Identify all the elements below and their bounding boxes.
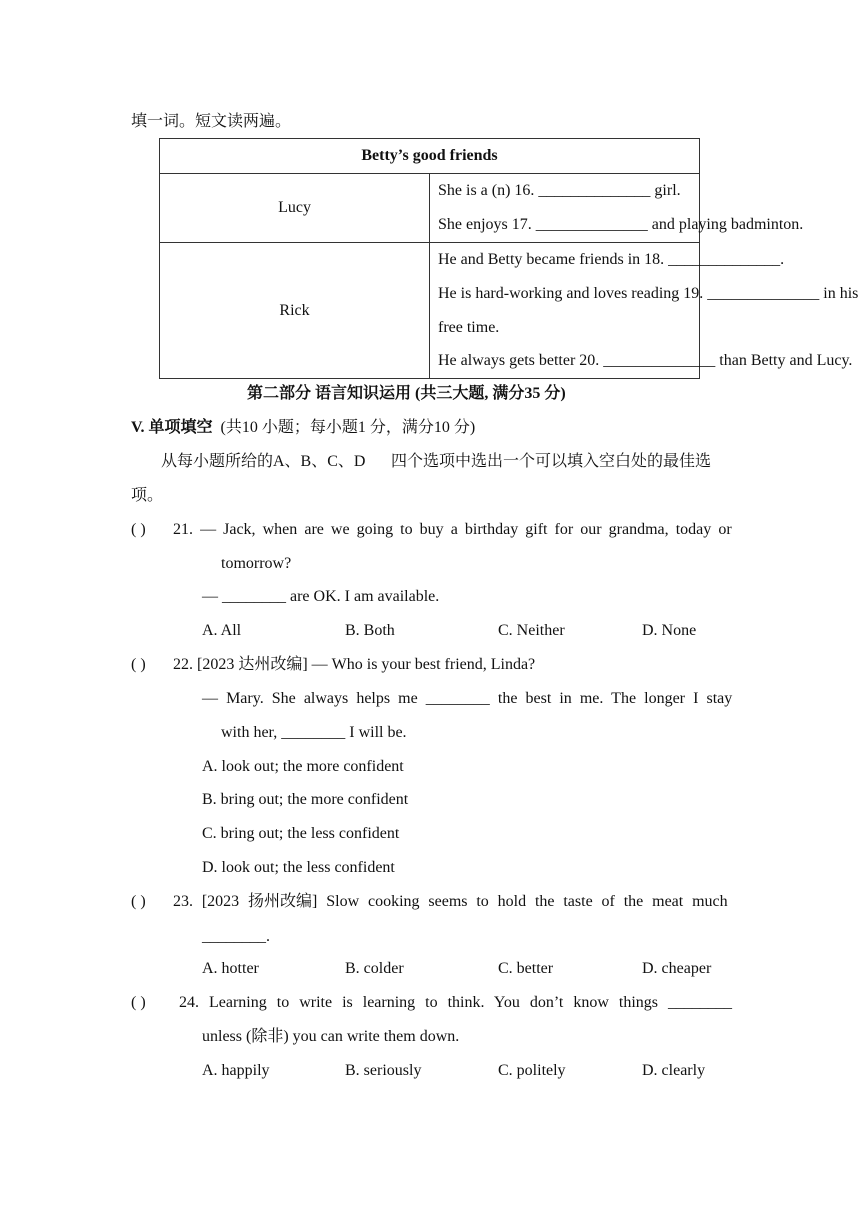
answer-paren-24: ( )	[131, 994, 146, 1011]
table-title: Betty’s good friends	[160, 139, 700, 174]
question-22-reply: — Mary. She always helps me ________ the best in me. The longer I stay	[202, 690, 733, 707]
blank-line-16: She is a (n) 16. ______________ girl.	[438, 182, 681, 199]
option-21-b: B. Both	[345, 622, 395, 639]
blank-line-19: He is hard-working and loves reading 19. ______________ in his	[438, 284, 859, 302]
section-v-label: V. 单项填空	[131, 419, 213, 436]
option-21-a: A. All	[202, 622, 242, 639]
answer-paren-22: ( )	[131, 656, 146, 673]
option-21-d: D. None	[642, 622, 697, 639]
friends-table	[159, 138, 859, 377]
option-23-c: C. better	[498, 960, 554, 977]
section-v-heading	[131, 418, 475, 438]
option-22-d: D. look out; the less confident	[202, 859, 395, 876]
question-24-stem: 24. Learning to write is learning to think. You don’t know things ________	[179, 994, 733, 1011]
section-v-info: (共10 小题；每小题1 分，满分10 分)	[220, 419, 476, 436]
question-21-stem: 21. — Jack, when are we going to buy a birthday gift for our grandma, today or	[173, 521, 732, 538]
option-24-c: C. politely	[498, 1062, 566, 1079]
question-21-stem-cont: tomorrow?	[221, 555, 292, 572]
option-24-b: B. seriously	[345, 1062, 422, 1079]
row-content-lucy	[430, 174, 804, 243]
option-22-c: C. bring out; the less confident	[202, 825, 400, 842]
part-two-heading: 第二部分 语言知识运用 (共三大题, 满分35 分)	[247, 385, 566, 402]
option-23-d: D. cheaper	[642, 960, 712, 977]
blank-line-19-cont: free time.	[438, 318, 500, 336]
option-21-c: C. Neither	[498, 622, 565, 639]
answer-paren-21: ( )	[131, 521, 146, 538]
instruction-tail: 填一词。短文读两遍。	[131, 113, 292, 130]
option-22-a: A. look out; the more confident	[202, 758, 404, 775]
section-v-direction-cont: 项。	[131, 487, 164, 504]
row-content-rick	[430, 243, 859, 379]
blank-line-17: She enjoys 17. ______________ and playing badminton.	[438, 216, 804, 233]
question-22-reply-cont: with her, ________ I will be.	[221, 724, 407, 741]
row-name-lucy: Lucy	[160, 174, 430, 243]
option-23-b: B. colder	[345, 960, 404, 977]
row-name-rick: Rick	[160, 243, 430, 379]
question-24-stem-cont: unless (除非) you can write them down.	[202, 1028, 460, 1045]
question-21-reply: — ________ are OK. I am available.	[202, 588, 440, 605]
question-23-stem: 23. [2023 扬州改编] Slow cooking seems to hold the taste of the meat much	[173, 893, 728, 910]
question-22-stem: 22. [2023 达州改编] — Who is your best friend, Linda?	[173, 656, 536, 673]
blank-line-18: He and Betty became friends in 18. ______________.	[438, 251, 785, 268]
option-23-a: A. hotter	[202, 960, 259, 977]
section-v-direction: 从每小题所给的A、B、C、D 四个选项中选出一个可以填入空白处的最佳选	[161, 453, 711, 470]
question-23-stem-cont: ________.	[202, 928, 270, 945]
option-24-a: A. happily	[202, 1062, 270, 1079]
option-22-b: B. bring out; the more confident	[202, 791, 409, 808]
option-24-d: D. clearly	[642, 1062, 706, 1079]
blank-line-20: He always gets better 20. ______________ than Betty and Lucy.	[438, 352, 853, 370]
answer-paren-23: ( )	[131, 893, 146, 910]
